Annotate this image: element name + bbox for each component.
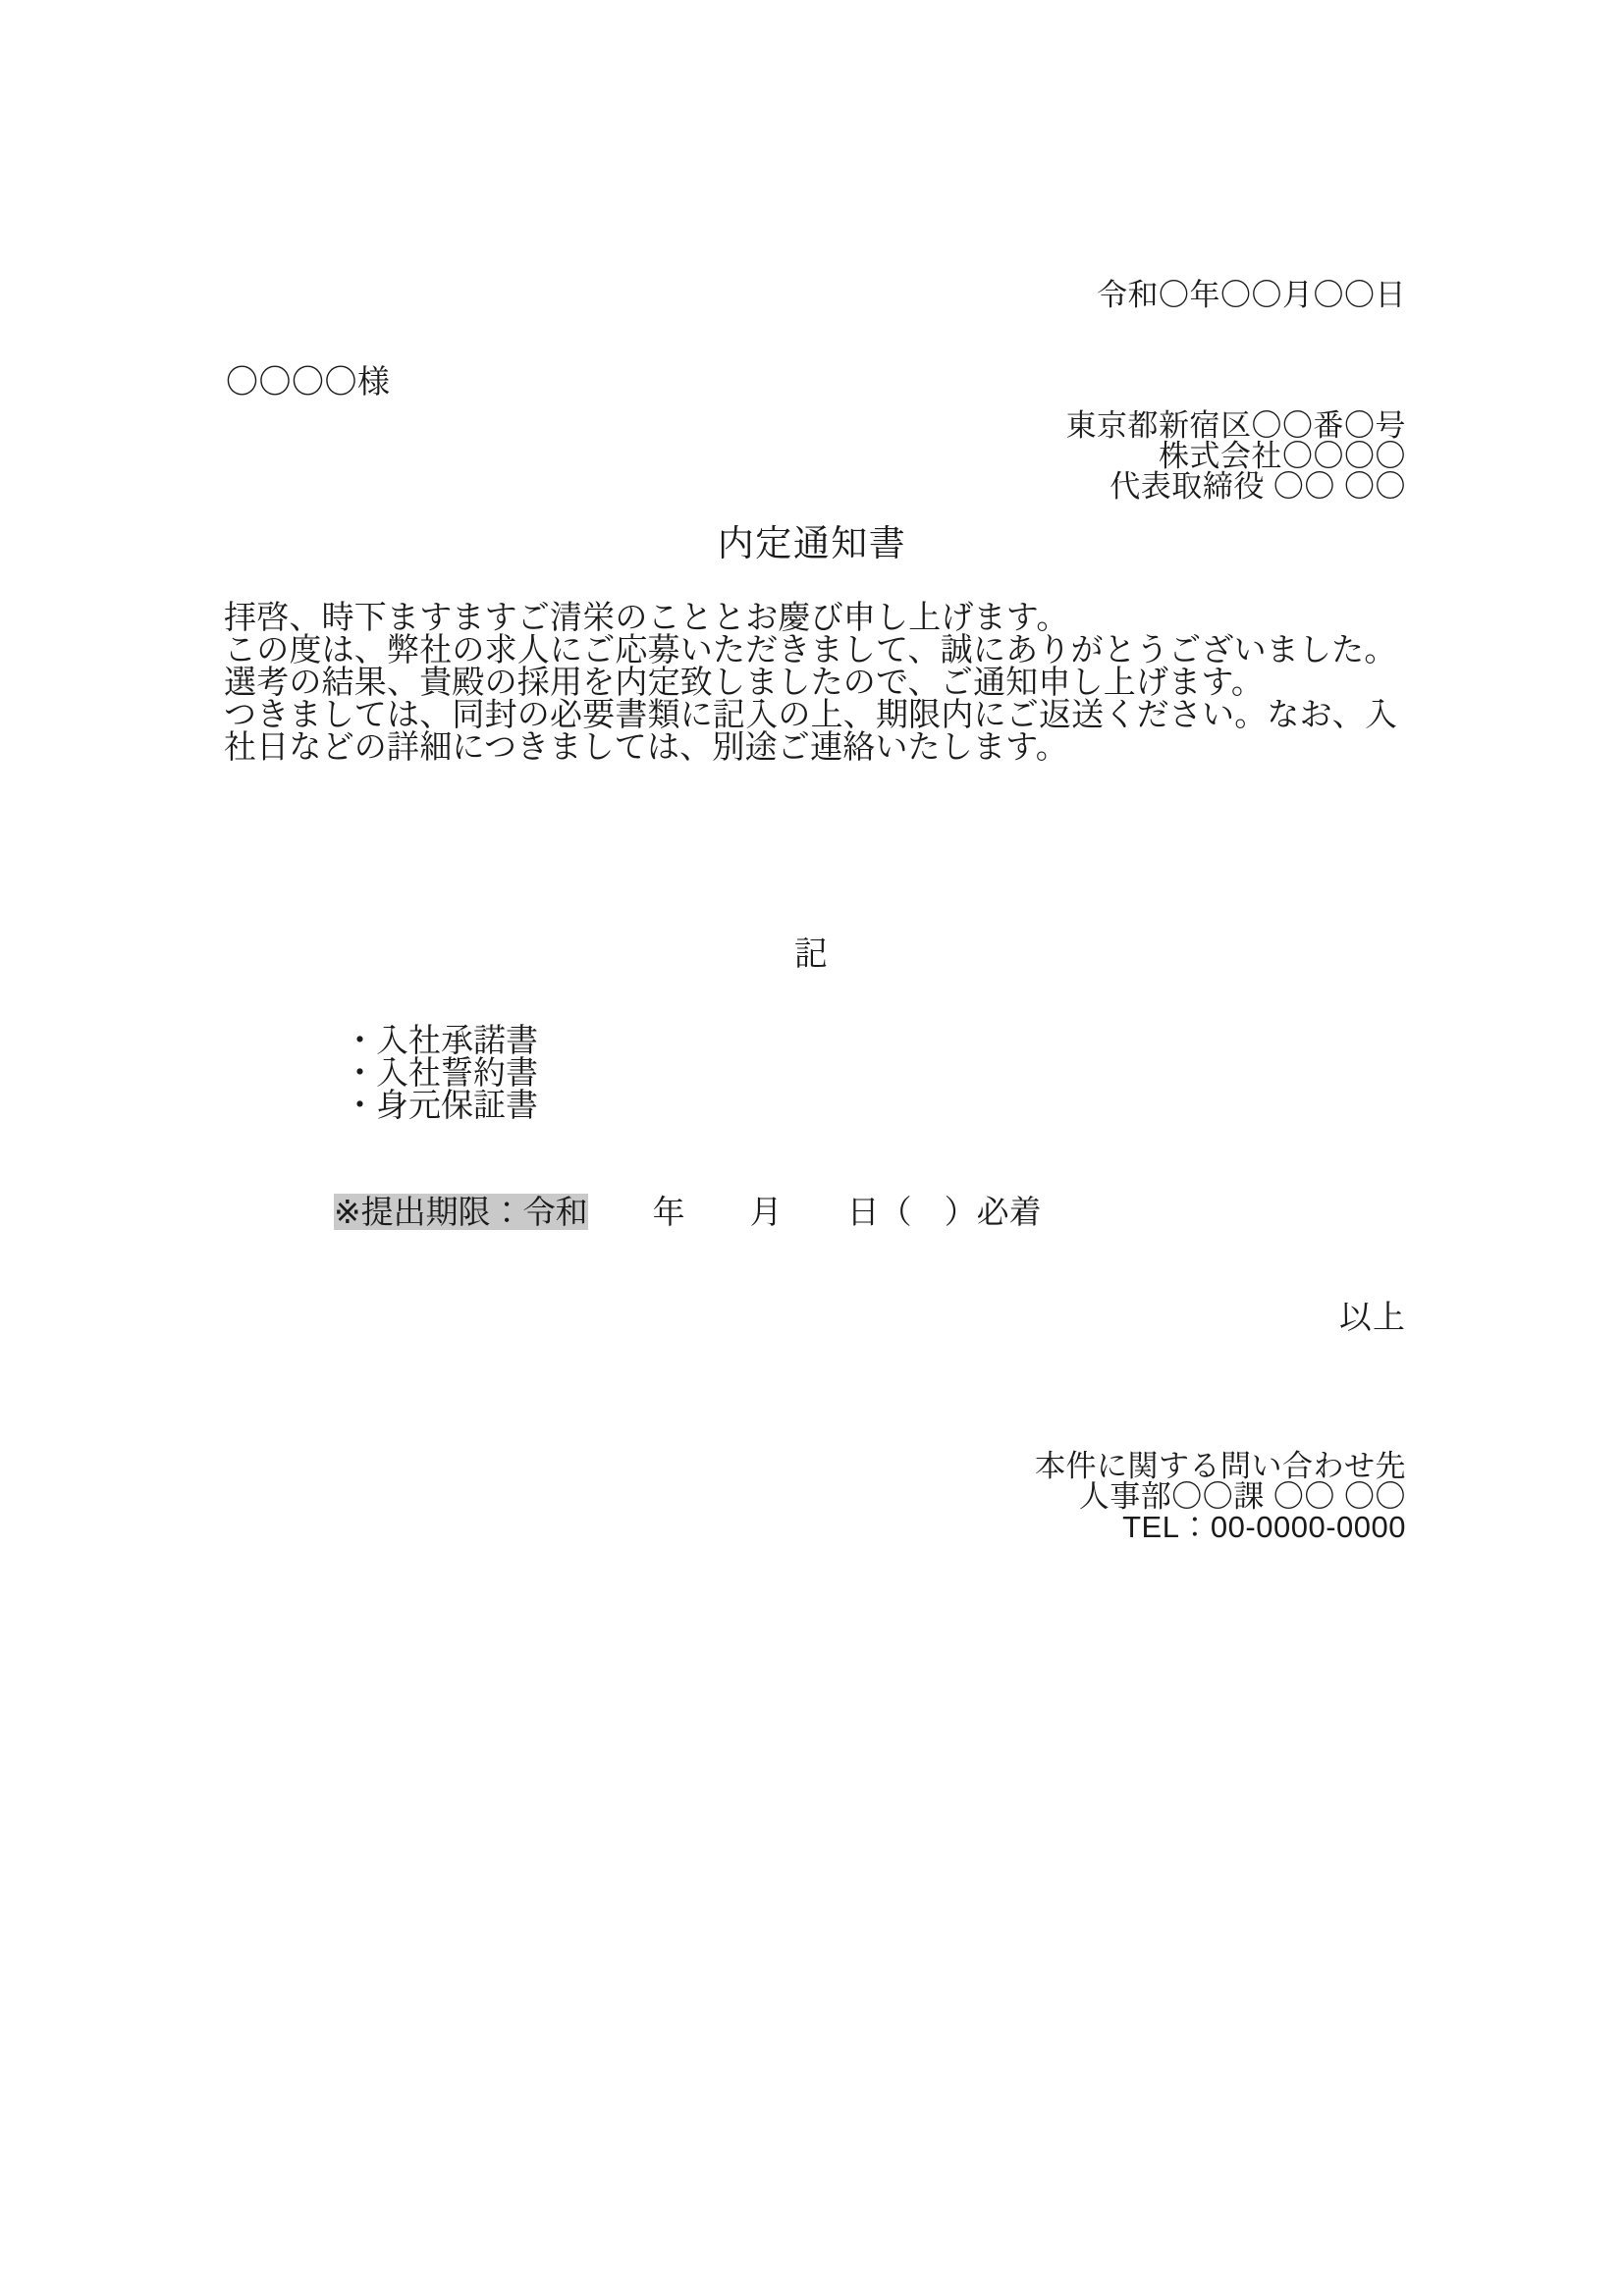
contact-tel: TEL：00-0000-0000 <box>1122 1510 1406 1544</box>
closing-marker: 以上 <box>1339 1299 1406 1335</box>
addressee-name: 〇〇〇〇様 <box>226 363 391 400</box>
submission-deadline <box>334 1196 1042 1228</box>
ki-marker: 記 <box>794 935 830 973</box>
list-item: ・入社誓約書 <box>344 1054 538 1091</box>
list-item: ・入社承諾書 <box>344 1022 538 1058</box>
body-text <box>224 601 1398 763</box>
body-paragraph-1: 拝啓、時下ますますご清栄のこととお慶び申し上げます。 <box>224 599 1069 635</box>
list-item: ・身元保証書 <box>344 1087 538 1123</box>
sender-representative: 代表取締役 〇〇 〇〇 <box>1110 469 1406 504</box>
sender-company: 株式会社〇〇〇〇 <box>1159 439 1406 473</box>
contact-heading: 本件に関する問い合わせ先 <box>1035 1449 1406 1483</box>
body-paragraph-4: つきましては、同封の必要書類に記入の上、期限内にご返送ください。なお、入社日などの詳細につきましては、別途ご連絡いたします。 <box>224 696 1398 765</box>
deadline-label: ※提出期限：令和 <box>334 1194 588 1230</box>
contact-department: 人事部〇〇課 〇〇 〇〇 <box>1078 1479 1406 1514</box>
page-title: 内定通知書 <box>717 523 907 563</box>
body-paragraph-3: 選考の結果、貴殿の採用を内定致しましたので、ご通知申し上げます。 <box>224 664 1265 700</box>
sender-address: 東京都新宿区〇〇番〇号 <box>1065 408 1406 443</box>
deadline-blank-fields: 年 月 日（ ）必着 <box>587 1194 1042 1230</box>
contact-block <box>1035 1451 1406 1542</box>
issue-date: 令和〇年〇〇月〇〇日 <box>1097 278 1406 312</box>
sender-block <box>1066 410 1407 502</box>
body-paragraph-2: この度は、弊社の求人にご応募いただきまして、誠にありがとうございました。 <box>224 631 1397 667</box>
enclosure-list <box>344 1024 538 1121</box>
